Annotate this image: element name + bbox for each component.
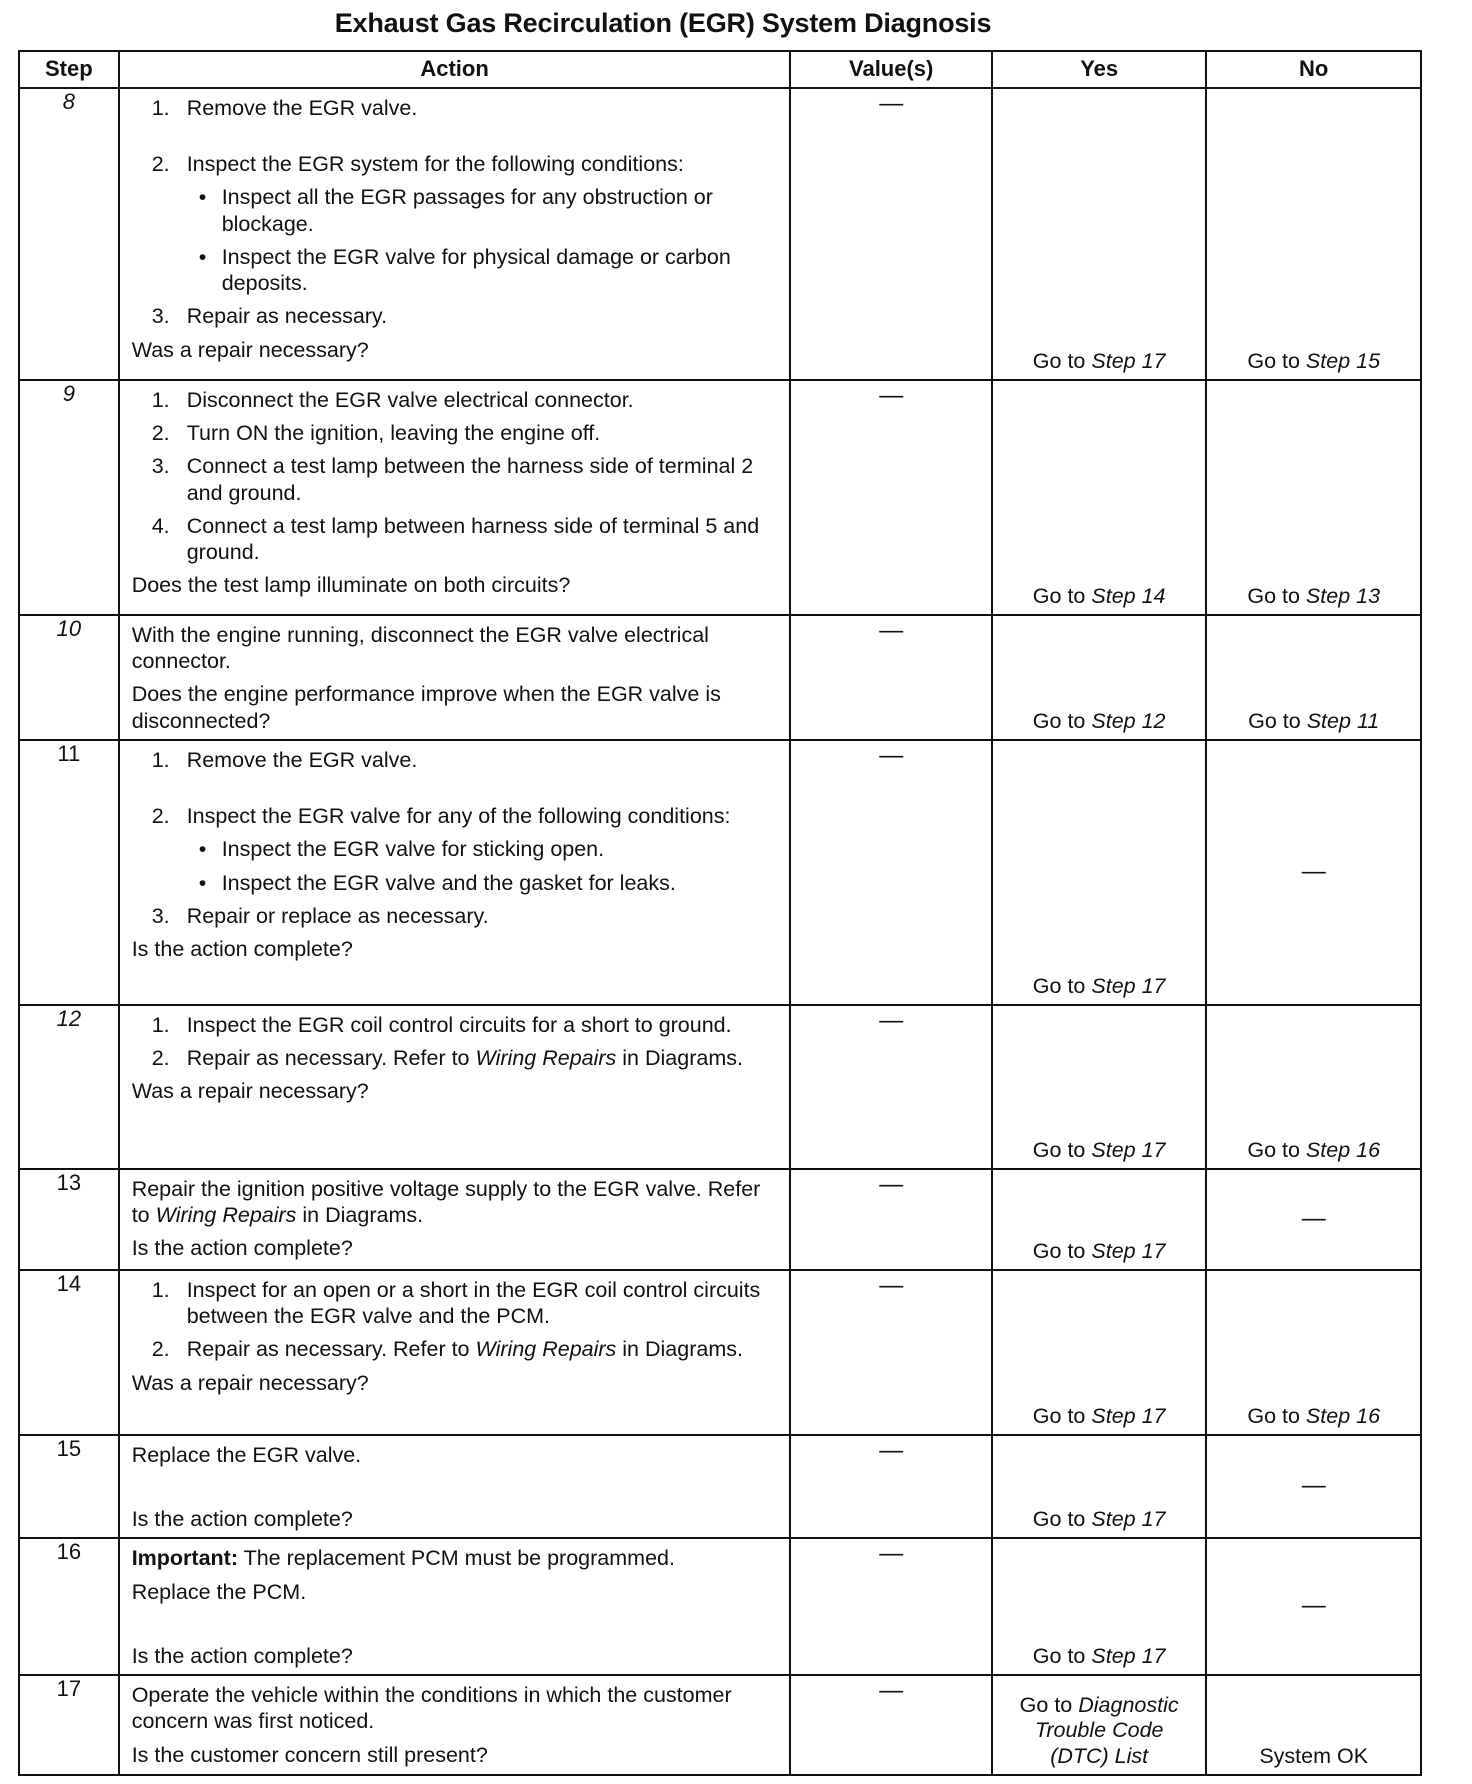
action-text: Operate the vehicle within the conditions in which the customer concern was first noticed.: [131, 1683, 732, 1734]
important-label: Important:: [131, 1546, 238, 1571]
action-text: Replace the EGR valve.: [131, 1443, 362, 1467]
no-value: System OK: [1259, 1743, 1369, 1768]
action-question: Was a repair necessary?: [131, 1370, 369, 1395]
header-yes: Yes: [992, 51, 1207, 88]
value-cell: —: [790, 740, 991, 1005]
yes-cell: [992, 380, 1207, 615]
yes-goto-link[interactable]: Go to Step 17: [1032, 1403, 1166, 1428]
value-cell: —: [790, 1435, 991, 1538]
value-cell: —: [790, 1270, 991, 1435]
value-cell: —: [790, 1675, 991, 1775]
action-cell: 1. Inspect the EGR coil control circuits for a short to ground. 2. Repair as necessary. Refer to Wiring Repairs in Diagrams. Was a repair necessary?: [119, 1005, 791, 1169]
no-goto-link[interactable]: Go to Step 13: [1247, 583, 1381, 608]
action-cell: [119, 1675, 791, 1775]
header-no: No: [1206, 51, 1421, 88]
header-action: Action: [119, 51, 791, 88]
action-cell: [119, 615, 791, 740]
table-row: [19, 380, 1421, 615]
no-goto-link[interactable]: Go to Step 16: [1247, 1403, 1381, 1428]
value-cell: —: [790, 1005, 991, 1169]
no-value: —: [1301, 1471, 1326, 1499]
table-row: [19, 1435, 1421, 1538]
no-goto-link[interactable]: Go to Step 11: [1248, 708, 1380, 733]
action-bullet: Inspect the EGR valve and the gasket for leaks.: [221, 870, 676, 895]
action-item: Inspect for an open or a short in the EGR coil control circuits between the EGR valve and the PCM.: [186, 1278, 761, 1329]
no-value: —: [1301, 1204, 1326, 1232]
no-goto-link[interactable]: Go to Step 16: [1247, 1137, 1381, 1162]
action-question: Does the engine performance improve when the EGR valve is disconnected?: [131, 682, 721, 733]
no-cell: [1206, 1005, 1421, 1169]
no-cell: [1206, 1435, 1421, 1538]
action-question: Was a repair necessary?: [131, 1079, 369, 1104]
header-values: Value(s): [790, 51, 991, 88]
action-cell: 1. Disconnect the EGR valve electrical connector. 2. Turn ON the ignition, leaving the engine off. 3. Connect a test lamp between the harness side of terminal 2 and ground. 4. Connect a test lamp between harness side of terminal 5 and ground. Does the test lamp illuminate on both circuits?: [119, 380, 791, 615]
step-number: 15: [19, 1435, 119, 1538]
step-number: 16: [19, 1538, 119, 1675]
yes-cell: [992, 1675, 1207, 1775]
yes-goto-link[interactable]: Go to Step 14: [1032, 583, 1166, 608]
action-item: Inspect the EGR valve for any of the following conditions:: [186, 804, 731, 829]
no-cell: [1206, 88, 1421, 380]
no-cell: [1206, 1675, 1421, 1775]
no-cell: [1206, 1270, 1421, 1435]
no-cell: [1206, 1538, 1421, 1675]
action-item: Repair as necessary. Refer to Wiring Repairs in Diagrams.: [186, 1337, 743, 1362]
wiring-repairs-link[interactable]: Wiring Repairs: [475, 1337, 617, 1362]
action-item: Repair or replace as necessary.: [186, 903, 489, 928]
action-question: Is the action complete?: [131, 937, 353, 962]
action-item: Inspect the EGR coil control circuits for a short to ground.: [186, 1013, 732, 1037]
action-question: Does the test lamp illuminate on both circuits?: [131, 573, 571, 598]
no-goto-link[interactable]: Go to Step 15: [1247, 348, 1381, 373]
action-cell: [119, 1435, 791, 1538]
no-cell: [1206, 1169, 1421, 1270]
step-number: 8: [19, 88, 119, 380]
table-row: [19, 1005, 1421, 1169]
action-item: Repair as necessary.: [186, 304, 388, 329]
table-row: [19, 1169, 1421, 1270]
no-value: —: [1301, 1591, 1326, 1619]
no-value: —: [1301, 857, 1326, 885]
yes-cell: [992, 88, 1207, 380]
yes-cell: [992, 740, 1207, 1005]
action-bullet: Inspect all the EGR passages for any obstruction or blockage.: [221, 185, 713, 236]
action-text: Replace the PCM.: [131, 1579, 307, 1604]
yes-goto-link[interactable]: Go to Step 17: [1032, 1507, 1166, 1532]
yes-cell: [992, 1005, 1207, 1169]
table-row: [19, 88, 1421, 380]
important-note: Important: The replacement PCM must be programmed.: [131, 1546, 675, 1571]
yes-cell: [992, 1169, 1207, 1270]
action-cell: 1. Remove the EGR valve. 2. Inspect the EGR system for the following conditions: • Inspect all the EGR passages for any obstruction or blockage. • Inspect the EGR valve for physical damage or carbon deposits. 3. Repair as necessary. Was a repair necessary?: [119, 88, 791, 380]
action-bullet: Inspect the EGR valve for physical damage or carbon deposits.: [221, 244, 731, 296]
action-item: Remove the EGR valve.: [186, 748, 418, 772]
diagnosis-table: [18, 50, 1422, 1776]
table-row: [19, 740, 1421, 1005]
yes-cell: [992, 615, 1207, 740]
yes-goto-link[interactable]: Go to Step 17: [1032, 973, 1166, 998]
step-number: 10: [19, 615, 119, 740]
yes-goto-link[interactable]: Go to Step 17: [1032, 1643, 1166, 1668]
header-row: [19, 51, 1421, 88]
action-item: Disconnect the EGR valve electrical connector.: [186, 388, 634, 412]
action-question: Is the action complete?: [131, 1643, 353, 1668]
no-cell: [1206, 615, 1421, 740]
value-cell: —: [790, 380, 991, 615]
page-title: Exhaust Gas Recirculation (EGR) System Diagnosis: [334, 8, 992, 38]
value-cell: —: [790, 615, 991, 740]
wiring-repairs-link[interactable]: Wiring Repairs: [155, 1203, 297, 1228]
action-question: Is the customer concern still present?: [131, 1742, 488, 1767]
table-row: [19, 1675, 1421, 1775]
action-item: Inspect the EGR system for the following conditions:: [186, 152, 684, 177]
value-cell: —: [790, 88, 991, 380]
table-row: [19, 1538, 1421, 1675]
action-item: Turn ON the ignition, leaving the engine off.: [186, 421, 601, 446]
action-item: Remove the EGR valve.: [186, 96, 418, 120]
yes-goto-link[interactable]: Go to Diagnostic Trouble Code (DTC) List: [1019, 1693, 1179, 1768]
action-cell: [119, 1538, 791, 1675]
table-row: [19, 615, 1421, 740]
table-row: [19, 1270, 1421, 1435]
yes-goto-link[interactable]: Go to Step 17: [1032, 1238, 1166, 1263]
action-cell: 1. Inspect for an open or a short in the EGR coil control circuits between the EGR valve and the PCM. 2. Repair as necessary. Refer to Wiring Repairs in Diagrams. Was a repair necessary?: [119, 1270, 791, 1435]
step-number: 11: [19, 740, 119, 1005]
action-item: Connect a test lamp between harness side of terminal 5 and ground.: [186, 513, 760, 565]
action-cell: 1. Remove the EGR valve. 2. Inspect the EGR valve for any of the following conditions: • Inspect the EGR valve for sticking open. • Inspect the EGR valve and the gasket for leaks. 3. Repair or replace as necessary. Is the action complete?: [119, 740, 791, 1005]
step-number: 17: [19, 1675, 119, 1775]
value-cell: —: [790, 1538, 991, 1675]
action-text: Repair the ignition positive voltage supply to the EGR valve. Refer to Wiring Repairs in Diagrams.: [131, 1177, 761, 1228]
yes-goto-link[interactable]: Go to Step 17: [1032, 1137, 1166, 1162]
step-number: 13: [19, 1169, 119, 1270]
yes-cell: [992, 1435, 1207, 1538]
action-question: Is the action complete?: [131, 1236, 353, 1261]
action-item: Repair as necessary. Refer to Wiring Repairs in Diagrams.: [186, 1046, 743, 1071]
yes-cell: [992, 1270, 1207, 1435]
no-cell: [1206, 740, 1421, 1005]
yes-cell: [992, 1538, 1207, 1675]
step-number: 12: [19, 1005, 119, 1169]
action-text: With the engine running, disconnect the EGR valve electrical connector.: [131, 623, 709, 674]
yes-goto-link[interactable]: Go to Step 12: [1032, 708, 1166, 733]
action-cell: [119, 1169, 791, 1270]
wiring-repairs-link[interactable]: Wiring Repairs: [475, 1046, 617, 1071]
step-number: 14: [19, 1270, 119, 1435]
header-step: Step: [19, 51, 119, 88]
step-number: 9: [19, 380, 119, 615]
value-cell: —: [790, 1169, 991, 1270]
action-question: Is the action complete?: [131, 1507, 353, 1532]
no-cell: [1206, 380, 1421, 615]
action-item: Connect a test lamp between the harness side of terminal 2 and ground.: [186, 454, 754, 505]
action-bullet: Inspect the EGR valve for sticking open.: [221, 837, 605, 862]
action-question: Was a repair necessary?: [131, 337, 369, 362]
yes-goto-link[interactable]: Go to Step 17: [1032, 348, 1166, 373]
